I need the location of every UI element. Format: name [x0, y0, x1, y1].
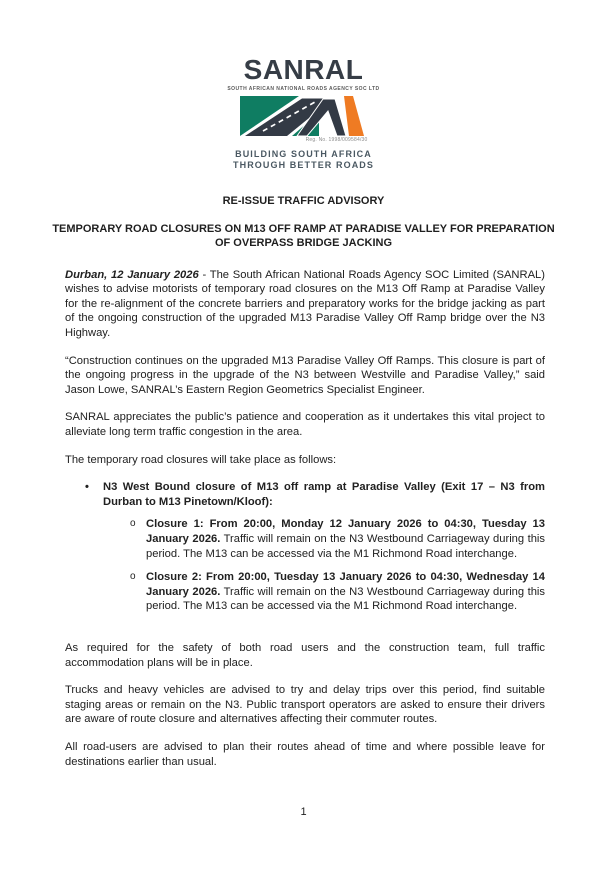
closure-1-lead: Closure 1: From 20:00, Monday 12 January 2026 to 04:30, Tuesday 13 January 2026.: [146, 518, 545, 545]
page-footer: [0, 806, 607, 818]
closure-2-lead: Closure 2: From 20:00, Tuesday 13 January 2026 to 04:30, Wednesday 14 January 2026.: [146, 571, 545, 598]
advisory-type-heading: RE-ISSUE TRAFFIC ADVISORY: [222, 194, 385, 207]
bullet-marker-icon: •: [85, 481, 89, 494]
intro-text: - The South African National Roads Agency SOC Limited (SANRAL) wishes to advise motorists of temporary road closures on the M13 Off Ramp at Paradise Valley for the re-alignment of the concrete barriers and preparatory works for the bridge jacking as part of the ongoing construction of the upgraded M13 Paradise Valley Off Ramp bridge over the N3 Highway.: [65, 268, 545, 340]
sub-bullet-marker-icon: o: [130, 518, 136, 530]
appreciation-paragraph: SANRAL appreciates the public’s patience and cooperation as it undertakes this vital project to alleviate long term traffic congestion in the area.: [65, 411, 545, 439]
closure-2-rest: Traffic will remain on the N3 Westbound Carriageway during this period. The M13 can be accessed via the M1 Richmond Road interchange.: [146, 585, 545, 613]
closure-2-item: [65, 570, 545, 614]
page-number: 1: [300, 806, 307, 818]
sub-bullet-marker-icon: o: [130, 571, 136, 583]
logo-reg-number: Reg. No. 1998/009584/30: [305, 137, 368, 143]
tagline-line-2: THROUGH BETTER ROADS: [233, 160, 374, 171]
closure-main-bullet-text: N3 West Bound closure of M13 off ramp at Paradise Valley (Exit 17 – N3 from Durban to M13 Pinetown/Kloof):: [103, 481, 545, 508]
advisory-body: [0, 268, 607, 769]
closure-1-item: [65, 517, 545, 561]
closure-main-bullet: [65, 480, 545, 509]
logo-tagline: [0, 149, 607, 172]
trucks-paragraph: Trucks and heavy vehicles are advised to try and delay trips over this period, find suitable staging areas or remain on the N3. Public transport operators are asked to ensure their drivers are aware of route closure and alternatives affecting their commuter routes.: [65, 684, 545, 726]
closure-1-rest: Traffic will remain on the N3 Westbound Carriageway during this period. The M13 can be accessed via the M1 Richmond Road interchange.: [146, 533, 545, 560]
tagline-line-1: BUILDING SOUTH AFRICA: [235, 149, 372, 159]
logo-subtitle: SOUTH AFRICAN NATIONAL ROADS AGENCY SOC LTD: [227, 86, 380, 92]
advice-paragraph: All road-users are advised to plan their routes ahead of time and where possible leave for destinations earlier than usual.: [65, 740, 545, 768]
intro-paragraph: [65, 268, 545, 341]
quote-paragraph: “Construction continues on the upgraded M13 Paradise Valley Off Ramps. This closure is part of the ongoing progress in the upgrade of the N3 between Westville and Paradise Valley,” said Jason Lowe, SANRAL’s Eastern Region Geometrics Specialist Engineer.: [65, 354, 545, 396]
dateline: Durban, 12 January 2026: [65, 268, 199, 281]
logo-wordmark: SANRAL: [243, 54, 364, 85]
closures-intro-paragraph: The temporary road closures will take place as follows:: [65, 453, 337, 466]
logo-road-graphic: [240, 96, 368, 143]
advisory-title: TEMPORARY ROAD CLOSURES ON M13 OFF RAMP AT PARADISE VALLEY FOR PREPARATION OF OVERPASS BRIDGE JACKING: [52, 222, 555, 250]
closure-2-text: [146, 570, 545, 614]
sanral-logo: [0, 0, 607, 172]
safety-paragraph: As required for the safety of both road users and the construction team, full traffic accommodation plans will be in place.: [65, 641, 545, 669]
closure-1-text: [146, 517, 545, 561]
road-emblem-icon: [240, 96, 368, 136]
